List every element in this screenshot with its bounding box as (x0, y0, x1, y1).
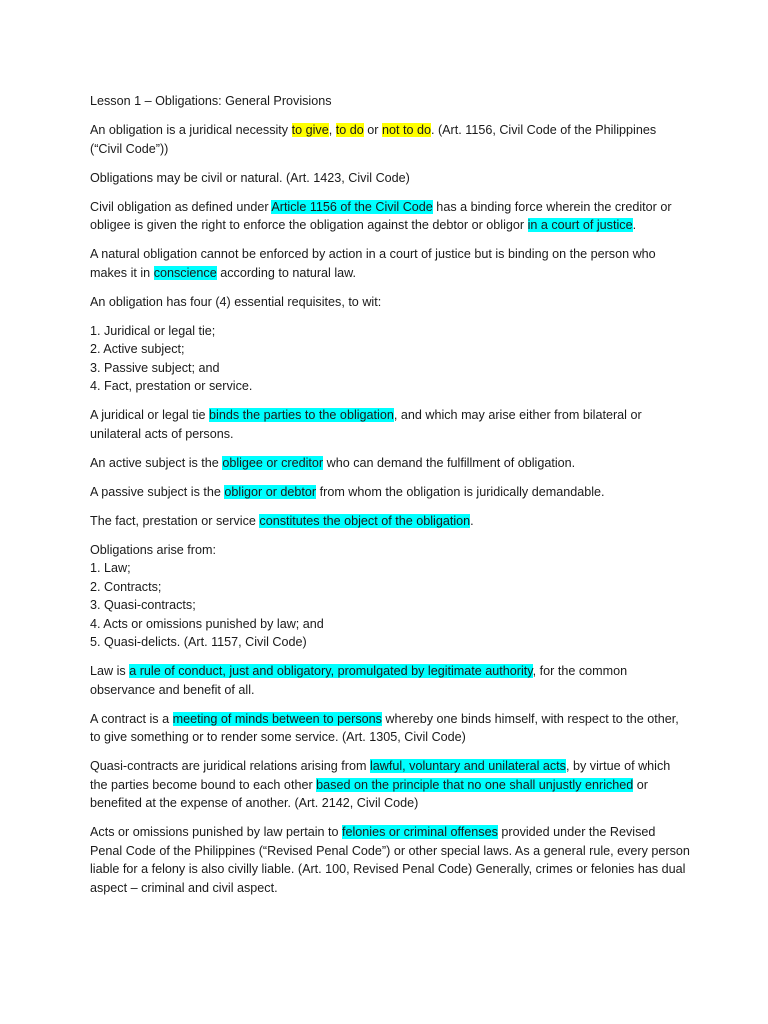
list-item: 4. Acts or omissions punished by law; and (90, 616, 324, 631)
intro-paragraphs (90, 121, 690, 311)
paragraph-text: provided under the Revised Penal Code of the Philippines (“Revised Penal Code”) or other special laws. As a general rule, every person liable for a felony is also civilly liable. (Art. 100, Revised Penal Code) Generally, crimes or felonies has dual aspect – criminal and civil aspect. (90, 825, 690, 895)
highlighted-text: not to do (381, 123, 431, 137)
highlighted-text: conscience (153, 265, 217, 280)
paragraph-text: . (632, 218, 637, 232)
list-item: 3. Quasi-contracts; (90, 598, 196, 612)
paragraph-text: has a binding force wherein the creditor or obligee is given the right to enforce the obligation against the debtor or obligor (90, 199, 672, 232)
paragraph-text: , (328, 123, 336, 137)
list-item: 4. Fact, prestation or service. (90, 379, 253, 393)
paragraph-text: Law is (90, 664, 130, 678)
highlighted-text: Article 1156 of the Civil Code (271, 199, 433, 214)
highlighted-text: to give (291, 123, 329, 137)
paragraph (90, 662, 690, 699)
paragraph-text: , and which may arise either from bilateral or unilateral acts of persons. (90, 408, 642, 441)
highlighted-text: felonies or criminal offenses (342, 825, 498, 839)
paragraph (90, 169, 690, 188)
sources-items (90, 559, 690, 652)
paragraph-text: An obligation has four (4) essential requisites, to wit: (90, 294, 382, 309)
highlighted-text: meeting of minds between to persons (172, 711, 382, 726)
list-item: 1. Law; (90, 561, 131, 575)
highlighted-text: obligor or debtor (224, 484, 317, 499)
paragraph-text: , for the common observance and benefit of all. (90, 664, 628, 697)
paragraph (90, 198, 690, 235)
paragraph-text: , by virtue of which the parties become bound to each other (90, 759, 671, 792)
source-definitions (90, 662, 690, 897)
highlighted-text: binds the parties to the obligation (209, 408, 394, 422)
highlighted-text: constitutes the object of the obligation (259, 513, 471, 528)
paragraph-text: or benefited at the expense of another. (Art. 2142, Civil Code) (90, 777, 648, 810)
paragraph (90, 245, 690, 282)
paragraph-text: according to natural law. (216, 265, 357, 280)
paragraph-text: A contract is a (90, 711, 173, 726)
paragraph-text: from whom the obligation is juridically demandable. (316, 484, 605, 499)
sources-list (90, 541, 690, 652)
paragraph-text: A juridical or legal tie (90, 408, 210, 422)
paragraph-text: . (Art. 1156, Civil Code of the Philippines (“Civil Code”)) (90, 123, 657, 156)
paragraph-text: whereby one binds himself, with respect to the other, to give something or to render some service. (Art. 1305, Civil Code) (90, 711, 679, 744)
requisite-definitions (90, 406, 690, 530)
lesson-title: Lesson 1 – Obligations: General Provisions (90, 94, 332, 108)
paragraph-text: or (363, 123, 382, 137)
paragraph-text: A natural obligation cannot be enforced by action in a court of justice but is binding on the person who makes it in (90, 247, 656, 280)
list-item: 5. Quasi-delicts. (Art. 1157, Civil Code) (90, 635, 307, 649)
paragraph (90, 823, 690, 897)
list-item: 2. Active subject; (90, 342, 185, 356)
highlighted-text: based on the principle that no one shall unjustly enriched (316, 777, 634, 792)
paragraph (90, 293, 690, 312)
highlighted-text: to do (335, 123, 364, 137)
highlighted-text: a rule of conduct, just and obligatory, promulgated by legitimate authority (129, 664, 533, 678)
requisites-list (90, 322, 690, 396)
highlighted-text: in a court of justice (527, 218, 633, 232)
paragraph (90, 406, 690, 443)
document-page (90, 92, 690, 908)
paragraph-text: . (470, 513, 474, 528)
paragraph-text: The fact, prestation or service (90, 513, 260, 528)
paragraph-text: A passive subject is the (90, 484, 225, 499)
paragraph (90, 121, 690, 158)
list-item: 2. Contracts; (90, 579, 162, 594)
paragraph (90, 483, 690, 502)
paragraph-text: An active subject is the (90, 455, 223, 470)
sources-heading: Obligations arise from: (90, 542, 216, 557)
list-item: 1. Juridical or legal tie; (90, 323, 216, 338)
paragraph-text: who can demand the fulfillment of obligation. (323, 455, 576, 470)
paragraph (90, 512, 690, 531)
paragraph-text: An obligation is a juridical necessity (90, 123, 292, 137)
paragraph-text: Acts or omissions punished by law pertain to (90, 825, 342, 839)
list-item: 3. Passive subject; and (90, 360, 220, 375)
paragraph (90, 757, 690, 813)
paragraph-text: Quasi-contracts are juridical relations arising from (90, 759, 370, 773)
paragraph (90, 710, 690, 747)
highlighted-text: lawful, voluntary and unilateral acts (369, 759, 566, 773)
paragraph-text: Obligations may be civil or natural. (Art. 1423, Civil Code) (90, 170, 410, 185)
highlighted-text: obligee or creditor (222, 455, 324, 470)
paragraph-text: Civil obligation as defined under (90, 199, 272, 214)
paragraph (90, 454, 690, 473)
